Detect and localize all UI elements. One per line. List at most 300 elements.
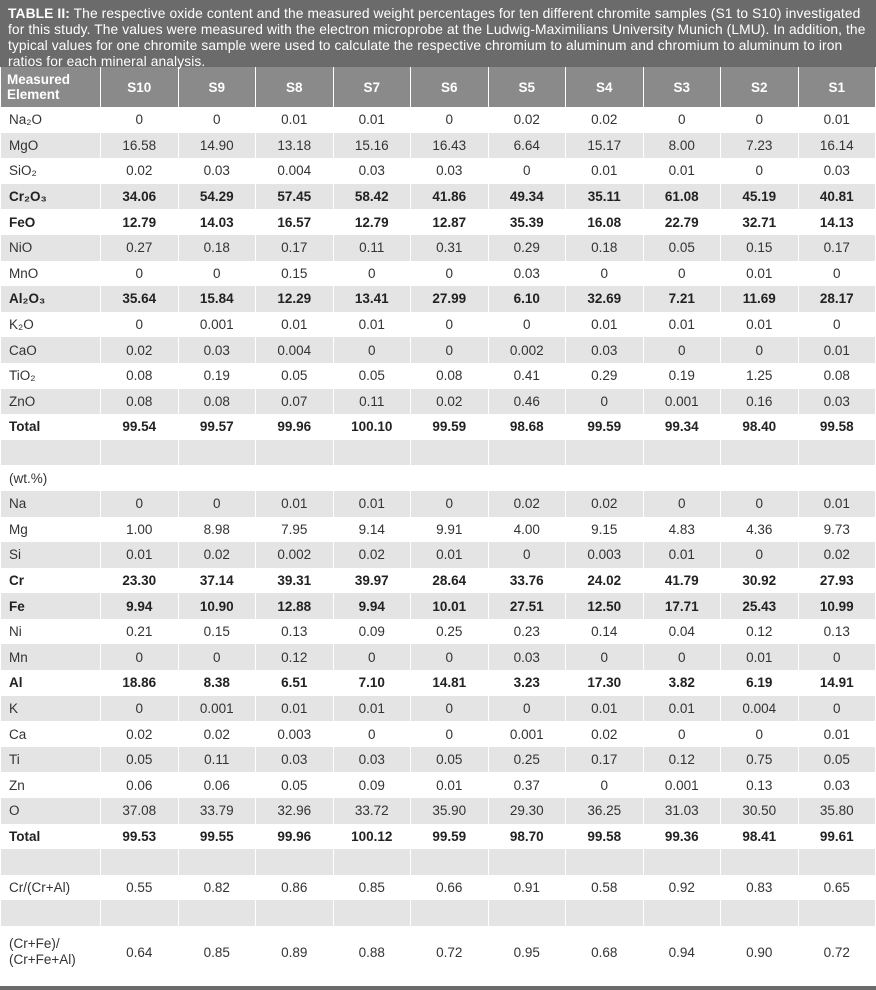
table-cell: 0 xyxy=(798,261,876,287)
table-cell: 10.99 xyxy=(798,593,876,619)
table-cell: 0.01 xyxy=(721,312,799,338)
table-cell xyxy=(798,849,876,875)
table-cell: 30.92 xyxy=(721,568,799,594)
table-row xyxy=(1,772,876,798)
table-cell: 0.17 xyxy=(798,235,876,261)
table-cell: 16.14 xyxy=(798,133,876,159)
table-cell: 0.02 xyxy=(566,107,644,133)
table-cell: 45.19 xyxy=(721,184,799,210)
table-cell: 0.58 xyxy=(566,875,644,901)
table-row xyxy=(1,133,876,159)
table-cell: 98.68 xyxy=(488,414,566,440)
table-cell: 99.61 xyxy=(798,824,876,850)
table-cell: 0.003 xyxy=(256,721,334,747)
table-row xyxy=(1,798,876,824)
table-cell: 0.01 xyxy=(566,696,644,722)
table-cell: 0.23 xyxy=(488,619,566,645)
table-cell: 0 xyxy=(411,107,489,133)
table-cell xyxy=(411,440,489,466)
table-cell xyxy=(333,465,411,491)
table-cell: 0.02 xyxy=(178,721,256,747)
table-cell xyxy=(566,849,644,875)
table-cell: 0.13 xyxy=(256,619,334,645)
table-cell: 0.09 xyxy=(333,619,411,645)
table-cell xyxy=(256,440,334,466)
table-cell: 1.25 xyxy=(721,363,799,389)
table-cell xyxy=(411,900,489,926)
header-sample-s4: S4 xyxy=(566,67,644,107)
table-cell xyxy=(178,465,256,491)
table-cell: 0.06 xyxy=(101,772,179,798)
table-cell: 9.94 xyxy=(101,593,179,619)
table-cell: 0.18 xyxy=(566,235,644,261)
table-cell xyxy=(411,465,489,491)
table-cell: 0 xyxy=(411,696,489,722)
table-cell: 9.91 xyxy=(411,517,489,543)
table-cell: 0 xyxy=(643,491,721,517)
table-cell: 0.12 xyxy=(256,644,334,670)
table-cell: 0 xyxy=(721,542,799,568)
table-cell: 10.90 xyxy=(178,593,256,619)
table-cell: 0.82 xyxy=(178,875,256,901)
table-cell: 41.86 xyxy=(411,184,489,210)
row-label xyxy=(1,849,101,875)
table-cell: 99.55 xyxy=(178,824,256,850)
table-cell: 27.51 xyxy=(488,593,566,619)
table-cell: 41.79 xyxy=(643,568,721,594)
table-row xyxy=(1,542,876,568)
table-cell: 0.03 xyxy=(178,158,256,184)
table-row xyxy=(1,644,876,670)
table-cell: 0.01 xyxy=(411,772,489,798)
table-cell: 17.71 xyxy=(643,593,721,619)
table-cell: 0.17 xyxy=(256,235,334,261)
table-cell: 0.04 xyxy=(643,619,721,645)
table-cell: 0 xyxy=(101,696,179,722)
table-cell: 0.01 xyxy=(256,491,334,517)
table-cell: 37.08 xyxy=(101,798,179,824)
row-label: O xyxy=(1,798,101,824)
table-cell: 0.03 xyxy=(411,158,489,184)
row-label: Zn xyxy=(1,772,101,798)
table-cell xyxy=(798,465,876,491)
table-cell: 0 xyxy=(333,721,411,747)
table-cell: 0.03 xyxy=(333,158,411,184)
table-cell: 0.05 xyxy=(101,747,179,773)
table-row xyxy=(1,337,876,363)
table-cell: 0.004 xyxy=(721,696,799,722)
table-cell: 0.14 xyxy=(566,619,644,645)
table-cell: 0.01 xyxy=(256,107,334,133)
table-cell: 11.69 xyxy=(721,286,799,312)
table-cell: 0.02 xyxy=(411,389,489,415)
table-cell: 0.29 xyxy=(488,235,566,261)
table-cell: 54.29 xyxy=(178,184,256,210)
table-cell: 0 xyxy=(411,644,489,670)
table-cell xyxy=(566,465,644,491)
table-row xyxy=(1,517,876,543)
table-cell: 0.11 xyxy=(178,747,256,773)
table-cell: 99.59 xyxy=(411,414,489,440)
row-label: (Cr+Fe)/ (Cr+Fe+Al) xyxy=(1,926,101,978)
table-cell: 57.45 xyxy=(256,184,334,210)
table-row xyxy=(1,235,876,261)
table-cell: 15.16 xyxy=(333,133,411,159)
table-cell: 7.95 xyxy=(256,517,334,543)
table-cell: 0.03 xyxy=(798,389,876,415)
row-label: K xyxy=(1,696,101,722)
table-cell: 99.34 xyxy=(643,414,721,440)
row-label xyxy=(1,900,101,926)
table-cell: 0.88 xyxy=(333,926,411,978)
table-cell: 0.08 xyxy=(411,363,489,389)
table-cell: 0.18 xyxy=(178,235,256,261)
table-cell: 0.03 xyxy=(488,261,566,287)
table-cell: 9.14 xyxy=(333,517,411,543)
table-cell: 0.01 xyxy=(101,542,179,568)
table-cell xyxy=(488,849,566,875)
header-sample-s8: S8 xyxy=(256,67,334,107)
table-row xyxy=(1,312,876,338)
table-cell xyxy=(333,900,411,926)
table-cell: 32.69 xyxy=(566,286,644,312)
table-cell: 99.53 xyxy=(101,824,179,850)
table-cell xyxy=(643,465,721,491)
table-cell: 31.03 xyxy=(643,798,721,824)
table-cell: 32.96 xyxy=(256,798,334,824)
table-cell xyxy=(566,900,644,926)
table-cell: 0 xyxy=(488,696,566,722)
table-cell: 0.41 xyxy=(488,363,566,389)
row-label: Ti xyxy=(1,747,101,773)
table-cell: 14.13 xyxy=(798,209,876,235)
table-row xyxy=(1,491,876,517)
table-cell: 0.01 xyxy=(256,696,334,722)
table-row xyxy=(1,900,876,926)
table-cell: 0.89 xyxy=(256,926,334,978)
table-cell xyxy=(178,900,256,926)
table-cell: 98.40 xyxy=(721,414,799,440)
table-cell xyxy=(643,849,721,875)
table-cell: 0.05 xyxy=(256,363,334,389)
table-cell: 0.13 xyxy=(798,619,876,645)
table-cell: 0.25 xyxy=(488,747,566,773)
table-row xyxy=(1,184,876,210)
table-cell: 0.03 xyxy=(488,644,566,670)
table-cell xyxy=(798,440,876,466)
table-cell: 4.00 xyxy=(488,517,566,543)
chromite-data-table xyxy=(0,67,876,978)
table-cell: 0.003 xyxy=(566,542,644,568)
table-cell: 99.57 xyxy=(178,414,256,440)
table-cell: 27.93 xyxy=(798,568,876,594)
table-cell: 16.57 xyxy=(256,209,334,235)
table-cell: 15.17 xyxy=(566,133,644,159)
table-cell: 0 xyxy=(101,644,179,670)
table-cell: 0.55 xyxy=(101,875,179,901)
table-cell: 14.81 xyxy=(411,670,489,696)
table-cell: 99.54 xyxy=(101,414,179,440)
table-cell: 0.02 xyxy=(333,542,411,568)
table-cell: 0.21 xyxy=(101,619,179,645)
table-cell: 0.02 xyxy=(178,542,256,568)
table-cell: 0 xyxy=(643,261,721,287)
header-sample-s2: S2 xyxy=(721,67,799,107)
table-cell: 99.96 xyxy=(256,824,334,850)
table-cell: 35.39 xyxy=(488,209,566,235)
table-cell: 0.09 xyxy=(333,772,411,798)
table-cell: 0.08 xyxy=(101,389,179,415)
table-cell: 0.25 xyxy=(411,619,489,645)
table-cell: 0 xyxy=(101,107,179,133)
table-cell xyxy=(256,900,334,926)
table-cell: 8.00 xyxy=(643,133,721,159)
table-cell: 0 xyxy=(721,158,799,184)
table-cell: 0 xyxy=(566,389,644,415)
table-cell: 0.02 xyxy=(566,721,644,747)
row-label: Total xyxy=(1,824,101,850)
table-cell xyxy=(178,849,256,875)
table-cell: 0 xyxy=(333,337,411,363)
table-cell xyxy=(721,465,799,491)
table-row xyxy=(1,747,876,773)
table-cell: 0.05 xyxy=(411,747,489,773)
header-measured-element xyxy=(1,67,101,107)
table-cell: 23.30 xyxy=(101,568,179,594)
table-cell: 14.90 xyxy=(178,133,256,159)
table-cell: 0 xyxy=(566,772,644,798)
table-cell: 16.08 xyxy=(566,209,644,235)
table-row xyxy=(1,849,876,875)
table-cell: 28.17 xyxy=(798,286,876,312)
table-cell: 0 xyxy=(566,644,644,670)
header-first-line1: Measured xyxy=(7,72,71,87)
table-row xyxy=(1,619,876,645)
table-caption xyxy=(0,0,876,67)
table-cell: 0 xyxy=(333,261,411,287)
table-cell: 0.01 xyxy=(721,644,799,670)
table-cell: 16.43 xyxy=(411,133,489,159)
table-cell: 0.001 xyxy=(488,721,566,747)
table-cell: 22.79 xyxy=(643,209,721,235)
table-cell: 0.01 xyxy=(643,542,721,568)
table-cell: 32.71 xyxy=(721,209,799,235)
table-cell xyxy=(333,440,411,466)
table-cell: 0 xyxy=(798,696,876,722)
table-cell xyxy=(798,900,876,926)
table-cell: 0.29 xyxy=(566,363,644,389)
row-label: K₂O xyxy=(1,312,101,338)
table-cell: 0 xyxy=(721,721,799,747)
table-cell: 0.004 xyxy=(256,158,334,184)
header-row xyxy=(1,67,876,107)
row-label: Fe xyxy=(1,593,101,619)
row-label: ZnO xyxy=(1,389,101,415)
table-cell: 35.11 xyxy=(566,184,644,210)
table-cell: 12.50 xyxy=(566,593,644,619)
table-cell: 0.02 xyxy=(798,542,876,568)
table-cell: 0 xyxy=(643,107,721,133)
table-cell: 0.07 xyxy=(256,389,334,415)
table-cell: 0 xyxy=(488,312,566,338)
table-cell: 0.66 xyxy=(411,875,489,901)
table-cell: 0.68 xyxy=(566,926,644,978)
table-cell: 28.64 xyxy=(411,568,489,594)
table-cell: 0.002 xyxy=(488,337,566,363)
table-cell: 0.01 xyxy=(798,337,876,363)
table-cell: 8.38 xyxy=(178,670,256,696)
table-row xyxy=(1,721,876,747)
table-cell: 0.03 xyxy=(798,158,876,184)
row-label: Mn xyxy=(1,644,101,670)
table-cell: 0 xyxy=(178,491,256,517)
table-cell: 0.01 xyxy=(643,312,721,338)
table-cell: 0.01 xyxy=(566,158,644,184)
table-row xyxy=(1,209,876,235)
table-cell: 35.90 xyxy=(411,798,489,824)
table-cell: 99.36 xyxy=(643,824,721,850)
table-cell: 0 xyxy=(178,644,256,670)
table-cell xyxy=(256,465,334,491)
table-cell: 0.01 xyxy=(566,312,644,338)
table-row xyxy=(1,593,876,619)
table-cell xyxy=(256,849,334,875)
table-row xyxy=(1,926,876,978)
table-cell xyxy=(178,440,256,466)
table-cell: 3.23 xyxy=(488,670,566,696)
table-row xyxy=(1,670,876,696)
table-cell: 0 xyxy=(411,721,489,747)
table-cell: 27.99 xyxy=(411,286,489,312)
table-cell: 98.70 xyxy=(488,824,566,850)
table-cell: 0 xyxy=(411,491,489,517)
table-cell: 12.29 xyxy=(256,286,334,312)
table-cell xyxy=(411,849,489,875)
table-cell: 0.11 xyxy=(333,235,411,261)
table-cell: 0 xyxy=(178,261,256,287)
row-label: Total xyxy=(1,414,101,440)
row-label: FeO xyxy=(1,209,101,235)
table-cell: 0.72 xyxy=(411,926,489,978)
table-cell: 34.06 xyxy=(101,184,179,210)
table-cell: 0.19 xyxy=(178,363,256,389)
row-label: Na₂O xyxy=(1,107,101,133)
table-cell: 0 xyxy=(411,337,489,363)
row-label: Na xyxy=(1,491,101,517)
table-cell: 7.23 xyxy=(721,133,799,159)
table-cell: 100.12 xyxy=(333,824,411,850)
table-row xyxy=(1,440,876,466)
table-cell xyxy=(488,465,566,491)
table-cell: 0.004 xyxy=(256,337,334,363)
table-cell: 6.10 xyxy=(488,286,566,312)
table-cell: 0 xyxy=(721,107,799,133)
table-cell: 9.73 xyxy=(798,517,876,543)
table-cell: 61.08 xyxy=(643,184,721,210)
table-cell xyxy=(101,900,179,926)
table-cell: 0.05 xyxy=(333,363,411,389)
table-cell: 0.72 xyxy=(798,926,876,978)
table-cell: 37.14 xyxy=(178,568,256,594)
table-cell: 6.51 xyxy=(256,670,334,696)
header-first-line2: Element xyxy=(7,87,60,102)
table-cell xyxy=(488,440,566,466)
table-row xyxy=(1,568,876,594)
table-row xyxy=(1,414,876,440)
table-cell: 0.01 xyxy=(256,312,334,338)
bottom-rule xyxy=(0,986,876,990)
table-cell: 12.79 xyxy=(333,209,411,235)
table-cell: 0.64 xyxy=(101,926,179,978)
table-cell: 0.01 xyxy=(333,696,411,722)
row-label: Ni xyxy=(1,619,101,645)
table-cell: 0.95 xyxy=(488,926,566,978)
table-cell: 33.76 xyxy=(488,568,566,594)
row-label: SiO₂ xyxy=(1,158,101,184)
table-cell: 0.001 xyxy=(178,312,256,338)
table-cell: 33.79 xyxy=(178,798,256,824)
table-cell: 99.96 xyxy=(256,414,334,440)
table-cell: 0.31 xyxy=(411,235,489,261)
table-cell: 0.15 xyxy=(256,261,334,287)
table-cell: 0.08 xyxy=(798,363,876,389)
row-label: (wt.%) xyxy=(1,465,101,491)
table-cell: 17.30 xyxy=(566,670,644,696)
table-cell: 9.15 xyxy=(566,517,644,543)
table-cell: 0.02 xyxy=(488,491,566,517)
table-cell: 0.37 xyxy=(488,772,566,798)
header-sample-s1: S1 xyxy=(798,67,876,107)
row-label: Ca xyxy=(1,721,101,747)
table-row xyxy=(1,261,876,287)
row-label: Mg xyxy=(1,517,101,543)
table-cell: 0.02 xyxy=(101,721,179,747)
table-cell: 7.10 xyxy=(333,670,411,696)
header-sample-s7: S7 xyxy=(333,67,411,107)
table-cell: 9.94 xyxy=(333,593,411,619)
row-label xyxy=(1,440,101,466)
table-cell: 0 xyxy=(101,261,179,287)
table-cell: 0.02 xyxy=(101,158,179,184)
header-sample-s9: S9 xyxy=(178,67,256,107)
table-cell: 39.31 xyxy=(256,568,334,594)
table-cell: 4.83 xyxy=(643,517,721,543)
table-cell xyxy=(721,440,799,466)
table-cell: 0 xyxy=(488,158,566,184)
table-row xyxy=(1,696,876,722)
table-cell: 0.01 xyxy=(333,491,411,517)
table-cell: 4.36 xyxy=(721,517,799,543)
table-cell: 0.92 xyxy=(643,875,721,901)
table-cell: 0 xyxy=(798,312,876,338)
table-cell: 0.002 xyxy=(256,542,334,568)
table-cell: 0 xyxy=(488,542,566,568)
table-cell: 0 xyxy=(566,261,644,287)
row-label: Cr₂O₃ xyxy=(1,184,101,210)
table-cell: 0.11 xyxy=(333,389,411,415)
table-cell: 6.19 xyxy=(721,670,799,696)
table-cell: 0.01 xyxy=(798,107,876,133)
row-label: Si xyxy=(1,542,101,568)
row-label: TiO₂ xyxy=(1,363,101,389)
table-cell: 49.34 xyxy=(488,184,566,210)
table-cell: 0.01 xyxy=(721,261,799,287)
table-cell xyxy=(101,465,179,491)
table-cell: 30.50 xyxy=(721,798,799,824)
table-row xyxy=(1,875,876,901)
table-cell: 0.01 xyxy=(798,491,876,517)
table-cell: 0.85 xyxy=(333,875,411,901)
